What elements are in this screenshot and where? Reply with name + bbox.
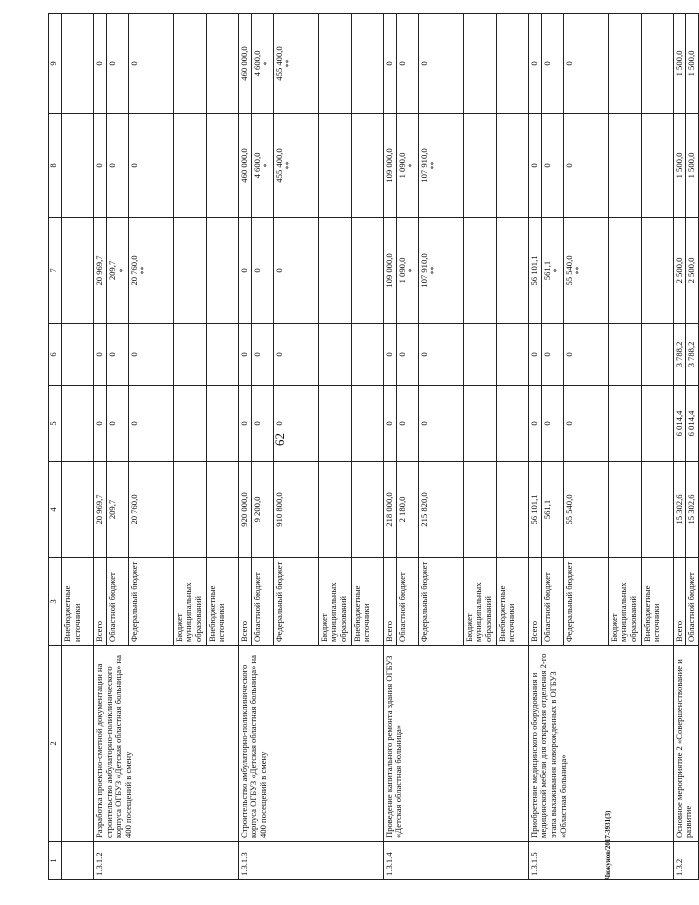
value-cell xyxy=(673,386,686,462)
value-cell xyxy=(496,218,528,324)
value-text: 561,1 xyxy=(541,260,552,281)
row-code xyxy=(62,842,94,880)
value-text: 0 xyxy=(541,421,552,426)
funding-source: Областной бюджет xyxy=(541,558,563,646)
value-cell xyxy=(686,114,699,218)
value-cell xyxy=(563,218,608,324)
value-cell xyxy=(383,386,396,462)
value-text: 0 xyxy=(563,163,574,168)
value-cell xyxy=(94,218,107,324)
value-text: 0 xyxy=(94,61,104,66)
value-cell xyxy=(238,324,251,386)
value-cell xyxy=(206,14,238,114)
footnote-marker: * xyxy=(407,163,417,168)
column-header: 7 xyxy=(49,218,62,324)
value-text: 3 788,2 xyxy=(673,341,684,368)
value-cell xyxy=(608,14,641,114)
value-text: 1 500,0 xyxy=(686,152,697,179)
value-cell xyxy=(673,324,686,386)
value-cell xyxy=(94,324,107,386)
row-code: 1.3.1.4 xyxy=(383,842,528,880)
value-cell xyxy=(541,462,563,558)
value-text: 0 xyxy=(541,163,552,168)
value-cell xyxy=(463,114,496,218)
table-row xyxy=(673,14,686,880)
value-text: 15 302,6 xyxy=(686,494,697,525)
funding-source: Всего xyxy=(94,558,107,646)
value-cell xyxy=(273,218,318,324)
value-cell xyxy=(107,324,129,386)
value-text: 1 500,0 xyxy=(686,50,697,77)
value-text: 0 xyxy=(563,352,574,357)
value-text: 0 xyxy=(251,268,262,273)
table-row xyxy=(94,14,107,880)
value-cell xyxy=(273,114,318,218)
column-header: 9 xyxy=(49,14,62,114)
value-text: 460 000,0 xyxy=(238,46,249,81)
column-header: 5 xyxy=(49,386,62,462)
value-cell xyxy=(351,386,383,462)
value-cell xyxy=(318,386,351,462)
value-text: 2 500,0 xyxy=(686,257,697,284)
value-cell xyxy=(686,386,699,462)
value-cell xyxy=(541,218,563,324)
table-row xyxy=(62,14,94,880)
value-cell xyxy=(351,324,383,386)
value-text: 0 xyxy=(94,421,104,426)
value-text: 0 xyxy=(418,421,429,426)
value-cell xyxy=(463,386,496,462)
value-text: 0 xyxy=(238,268,249,273)
value-cell xyxy=(686,218,699,324)
value-cell xyxy=(128,386,173,462)
value-text: 0 xyxy=(94,163,104,168)
value-text: 0 xyxy=(563,61,574,66)
value-cell xyxy=(686,324,699,386)
value-text: 0 xyxy=(273,352,284,357)
value-text: 3 788,2 xyxy=(686,341,697,368)
funding-source: Областной бюджет xyxy=(251,558,273,646)
value-text: 55 540,0 xyxy=(563,494,574,525)
value-cell xyxy=(496,462,528,558)
column-header: 2 xyxy=(49,646,62,842)
value-cell xyxy=(418,386,463,462)
value-cell xyxy=(238,218,251,324)
value-cell xyxy=(641,218,673,324)
footnote-marker: ** xyxy=(284,59,294,68)
value-cell xyxy=(318,114,351,218)
value-cell xyxy=(496,114,528,218)
value-cell xyxy=(238,14,251,114)
value-cell xyxy=(528,14,541,114)
value-text: 0 xyxy=(107,352,117,357)
value-cell xyxy=(94,114,107,218)
value-cell xyxy=(396,324,418,386)
footnote-marker: * xyxy=(262,61,272,66)
value-cell xyxy=(206,114,238,218)
value-cell xyxy=(206,386,238,462)
value-cell xyxy=(563,462,608,558)
value-cell xyxy=(351,114,383,218)
page-number: 62 xyxy=(272,433,287,446)
value-text: 0 xyxy=(528,352,539,357)
value-text: 0 xyxy=(418,352,429,357)
value-cell xyxy=(273,324,318,386)
value-cell xyxy=(673,218,686,324)
value-text: 0 xyxy=(128,163,139,168)
value-text: 107 910,0 xyxy=(418,148,429,183)
value-cell xyxy=(673,14,686,114)
funding-source: Федеральный бюджет xyxy=(128,558,173,646)
value-text: 1 090,0 xyxy=(396,257,407,284)
value-text: 20 969,7 xyxy=(94,494,104,525)
value-text: 107 910,0 xyxy=(418,253,429,288)
value-cell xyxy=(396,462,418,558)
value-text: 0 xyxy=(107,163,117,168)
value-cell xyxy=(107,114,129,218)
value-text: 0 xyxy=(396,421,407,426)
row-name: Разработка проектно-сметной документации на строительство амбулаторно-поликлинического корпуса ОГБУЗ «Детская областная больница» на 400 посещений в смену xyxy=(94,646,239,842)
row-name: Основное мероприятие 2 «Совершенствование и развитие xyxy=(673,646,698,842)
value-text: 0 xyxy=(383,421,394,426)
value-cell xyxy=(62,462,94,558)
value-cell xyxy=(107,218,129,324)
value-text: 0 xyxy=(128,352,139,357)
value-cell xyxy=(528,114,541,218)
value-cell xyxy=(351,462,383,558)
value-text: 0 xyxy=(273,421,284,426)
value-cell xyxy=(563,14,608,114)
row-code: 1.3.2 xyxy=(673,842,698,880)
value-cell xyxy=(496,324,528,386)
value-cell xyxy=(496,14,528,114)
row-code: 1.3.1.5 xyxy=(528,842,673,880)
value-cell xyxy=(608,324,641,386)
value-text: 0 xyxy=(107,421,117,426)
value-text: 0 xyxy=(418,61,429,66)
value-cell xyxy=(173,14,206,114)
value-cell xyxy=(418,462,463,558)
value-cell xyxy=(528,386,541,462)
value-cell xyxy=(463,14,496,114)
value-cell xyxy=(251,218,273,324)
footnote-marker: * xyxy=(552,268,562,273)
value-text: 4 600,0 xyxy=(251,152,262,179)
value-text: 0 xyxy=(238,421,249,426)
value-cell xyxy=(251,386,273,462)
value-cell xyxy=(62,218,94,324)
funding-source: Всего xyxy=(528,558,541,646)
value-cell xyxy=(641,14,673,114)
value-cell xyxy=(94,386,107,462)
column-header: 3 xyxy=(49,558,62,646)
value-text: 0 xyxy=(238,352,249,357)
value-text: 20 969,7 xyxy=(94,255,104,286)
value-cell xyxy=(608,386,641,462)
funding-source: Федеральный бюджет xyxy=(273,558,318,646)
value-cell xyxy=(206,462,238,558)
value-cell xyxy=(396,14,418,114)
column-header: 4 xyxy=(49,462,62,558)
value-text: 0 xyxy=(528,163,539,168)
funding-source: Внебюджетные источники xyxy=(641,558,673,646)
value-text: 0 xyxy=(541,352,552,357)
value-cell xyxy=(173,462,206,558)
value-text: 0 xyxy=(94,352,104,357)
value-cell xyxy=(641,462,673,558)
value-cell xyxy=(351,14,383,114)
value-text: 920 000,0 xyxy=(238,492,249,527)
value-cell xyxy=(173,114,206,218)
value-cell xyxy=(62,386,94,462)
funding-source: Бюджет муниципальных образований xyxy=(173,558,206,646)
value-cell xyxy=(563,114,608,218)
value-text: 0 xyxy=(396,61,407,66)
value-text: 20 760,0 xyxy=(128,494,139,525)
row-code: 1.3.1.3 xyxy=(238,842,383,880)
value-text: 455 400,0 xyxy=(273,46,284,81)
value-cell xyxy=(528,462,541,558)
funding-source: Федеральный бюджет xyxy=(563,558,608,646)
footnote-marker: * xyxy=(262,163,272,168)
value-text: 56 101,1 xyxy=(528,255,539,286)
value-cell xyxy=(418,114,463,218)
footnote-marker: ** xyxy=(284,161,294,170)
funding-source: Бюджет муниципальных образований xyxy=(608,558,641,646)
funding-source: Внебюджетные источники xyxy=(496,558,528,646)
funding-source: Бюджет муниципальных образований xyxy=(318,558,351,646)
value-cell xyxy=(107,14,129,114)
value-cell xyxy=(608,218,641,324)
value-text: 109 000,0 xyxy=(383,253,394,288)
value-cell xyxy=(641,386,673,462)
value-text: 2 500,0 xyxy=(673,257,684,284)
value-cell xyxy=(107,386,129,462)
footer-code: Чижунов/2017-3931(3) xyxy=(604,810,612,880)
rotated-page xyxy=(48,14,697,880)
table-row xyxy=(238,14,251,880)
value-cell xyxy=(318,14,351,114)
value-text: 0 xyxy=(128,421,139,426)
value-cell xyxy=(686,462,699,558)
funding-source: Внебюджетные источники xyxy=(62,558,94,646)
value-cell xyxy=(673,114,686,218)
value-cell xyxy=(463,218,496,324)
row-name: Проведение капитального ремонта здания ОГБУЗ «Детская областная больница» xyxy=(383,646,528,842)
value-text: 0 xyxy=(273,268,284,273)
funding-source: Всего xyxy=(383,558,396,646)
value-text: 561,1 xyxy=(541,499,552,520)
value-cell xyxy=(563,324,608,386)
value-text: 1 090,0 xyxy=(396,152,407,179)
value-cell xyxy=(351,218,383,324)
value-text: 0 xyxy=(396,352,407,357)
value-text: 0 xyxy=(563,421,574,426)
value-text: 20 760,0 xyxy=(128,255,139,286)
value-text: 56 101,1 xyxy=(528,494,539,525)
value-cell xyxy=(173,386,206,462)
value-text: 55 540,0 xyxy=(563,255,574,286)
value-text: 1 500,0 xyxy=(673,152,684,179)
value-cell xyxy=(128,218,173,324)
value-cell xyxy=(318,218,351,324)
value-text: 910 800,0 xyxy=(273,492,284,527)
value-cell xyxy=(541,114,563,218)
value-text: 6 014,4 xyxy=(673,410,684,437)
column-header: 1 xyxy=(49,842,62,880)
value-text: 0 xyxy=(251,421,262,426)
value-cell xyxy=(94,462,107,558)
footnote-marker: ** xyxy=(139,266,149,275)
value-cell xyxy=(251,14,273,114)
value-cell xyxy=(541,324,563,386)
value-cell xyxy=(238,114,251,218)
funding-source: Бюджет муниципальных образований xyxy=(463,558,496,646)
value-cell xyxy=(563,386,608,462)
value-cell xyxy=(383,114,396,218)
value-cell xyxy=(463,324,496,386)
column-header: 6 xyxy=(49,324,62,386)
value-cell xyxy=(418,324,463,386)
value-cell xyxy=(383,462,396,558)
funding-source: Областной бюджет xyxy=(686,558,699,646)
value-cell xyxy=(206,324,238,386)
value-cell xyxy=(251,462,273,558)
value-cell xyxy=(62,324,94,386)
budget-table xyxy=(48,13,699,880)
value-text: 0 xyxy=(383,352,394,357)
value-cell xyxy=(128,114,173,218)
value-cell xyxy=(318,324,351,386)
value-text: 0 xyxy=(541,61,552,66)
funding-source: Всего xyxy=(238,558,251,646)
funding-source: Внебюджетные источники xyxy=(206,558,238,646)
value-cell xyxy=(62,14,94,114)
value-cell xyxy=(94,14,107,114)
value-cell xyxy=(418,218,463,324)
value-text: 0 xyxy=(528,61,539,66)
value-text: 0 xyxy=(251,352,262,357)
row-name: Приобретение медицинского оборудования и медицинской мебели для открытия отделения 2-го этапа выхаживания новорожденных в ОГБУЗ «Областная больница» xyxy=(528,646,673,842)
header-row xyxy=(49,14,62,880)
value-text: 15 302,6 xyxy=(673,494,684,525)
value-text: 0 xyxy=(128,61,139,66)
value-cell xyxy=(396,386,418,462)
value-cell xyxy=(496,386,528,462)
row-name: Строительство амбулаторно-поликлинического корпуса ОГБУЗ «Детская областная больница» на 400 посещений в смену xyxy=(238,646,383,842)
value-cell xyxy=(528,324,541,386)
value-cell xyxy=(541,386,563,462)
value-cell xyxy=(396,114,418,218)
value-cell xyxy=(173,324,206,386)
value-cell xyxy=(238,386,251,462)
value-cell xyxy=(251,114,273,218)
table-row xyxy=(528,14,541,880)
row-code: 1.3.1.2 xyxy=(94,842,239,880)
value-cell xyxy=(318,462,351,558)
value-cell xyxy=(396,218,418,324)
funding-source: Федеральный бюджет xyxy=(418,558,463,646)
value-cell xyxy=(608,462,641,558)
funding-source: Внебюджетные источники xyxy=(351,558,383,646)
value-cell xyxy=(641,114,673,218)
value-text: 460 000,0 xyxy=(238,148,249,183)
value-cell xyxy=(173,218,206,324)
value-text: 6 014,4 xyxy=(686,410,697,437)
value-cell xyxy=(238,462,251,558)
value-cell xyxy=(128,462,173,558)
value-cell xyxy=(128,324,173,386)
footnote-marker: ** xyxy=(429,266,439,275)
value-cell xyxy=(383,218,396,324)
value-text: 109 000,0 xyxy=(383,148,394,183)
value-cell xyxy=(273,462,318,558)
value-cell xyxy=(528,218,541,324)
funding-source: Областной бюджет xyxy=(107,558,129,646)
value-cell xyxy=(128,14,173,114)
funding-source: Всего xyxy=(673,558,686,646)
value-cell xyxy=(273,386,318,462)
value-cell xyxy=(463,462,496,558)
value-cell xyxy=(686,14,699,114)
value-text: 9 200,0 xyxy=(251,496,262,523)
value-text: 2 180,0 xyxy=(396,496,407,523)
table-row xyxy=(383,14,396,880)
value-text: 215 820,0 xyxy=(418,492,429,527)
value-cell xyxy=(62,114,94,218)
value-text: 218 000,0 xyxy=(383,492,394,527)
value-text: 4 600,0 xyxy=(251,50,262,77)
value-text: 455 400,0 xyxy=(273,148,284,183)
value-cell xyxy=(273,14,318,114)
value-cell xyxy=(107,462,129,558)
value-cell xyxy=(673,462,686,558)
footnote-marker: * xyxy=(117,268,127,273)
value-text: 0 xyxy=(528,421,539,426)
footnote-marker: * xyxy=(407,268,417,273)
value-cell xyxy=(641,324,673,386)
value-text: 0 xyxy=(383,61,394,66)
value-text: 1 500,0 xyxy=(673,50,684,77)
funding-source: Областной бюджет xyxy=(396,558,418,646)
value-cell xyxy=(383,14,396,114)
value-text: 209,7 xyxy=(107,260,117,281)
value-cell xyxy=(541,14,563,114)
footnote-marker: ** xyxy=(574,266,584,275)
row-name xyxy=(62,646,94,842)
footnote-marker: ** xyxy=(429,161,439,170)
value-cell xyxy=(608,114,641,218)
value-cell xyxy=(418,14,463,114)
value-cell xyxy=(206,218,238,324)
column-header: 8 xyxy=(49,114,62,218)
value-cell xyxy=(251,324,273,386)
value-cell xyxy=(383,324,396,386)
value-text: 209,7 xyxy=(107,499,117,520)
value-text: 0 xyxy=(107,61,117,66)
